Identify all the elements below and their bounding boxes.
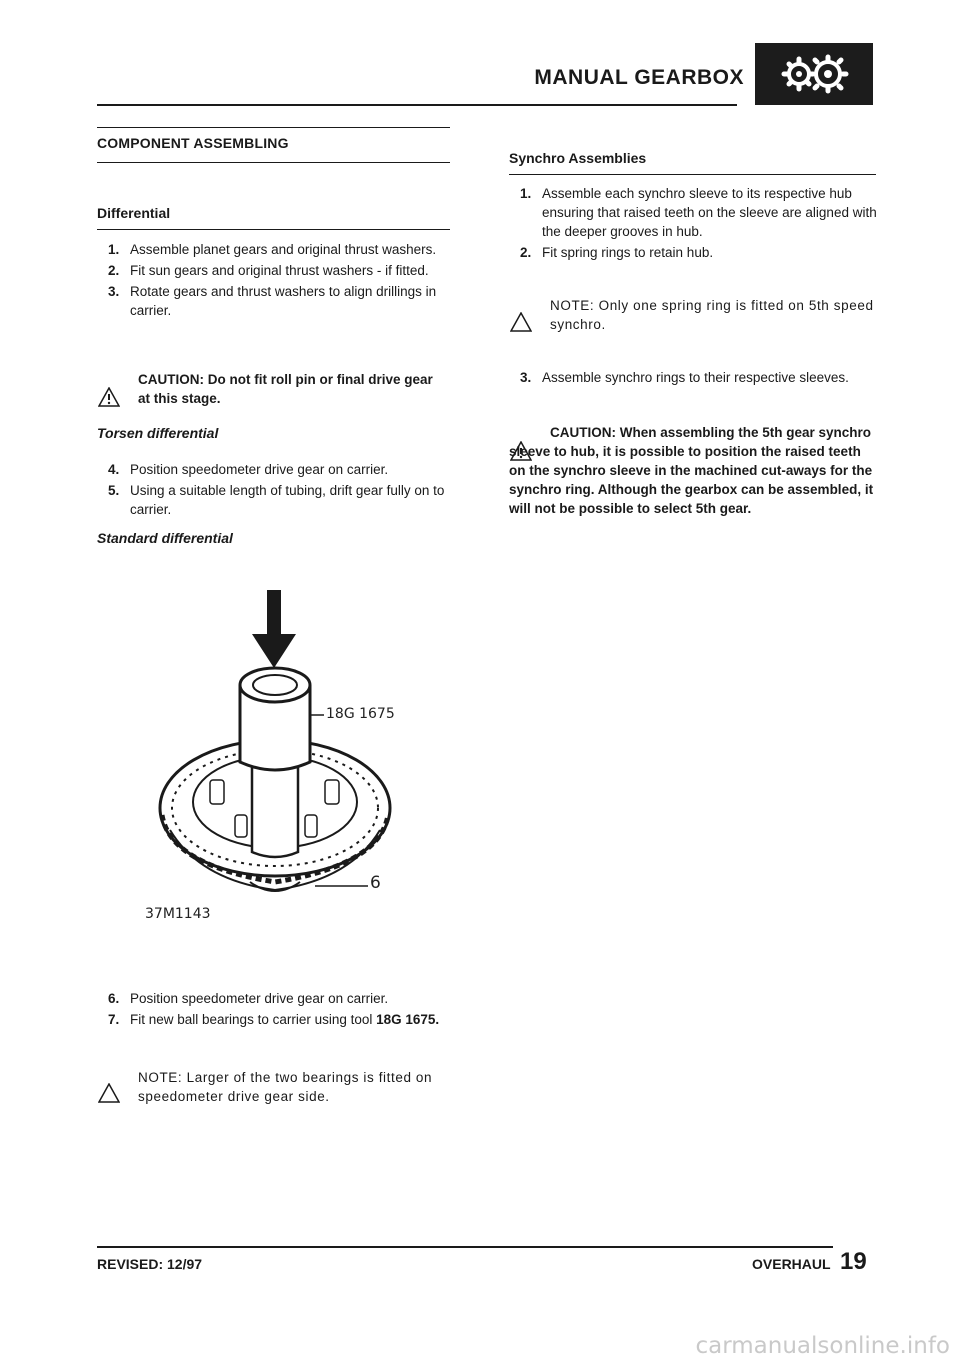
- list-item: [520, 184, 880, 241]
- synchro-heading-rule: [509, 174, 876, 175]
- list-item: [108, 1010, 453, 1029]
- list-item: [108, 481, 453, 519]
- step-text: Fit spring rings to retain hub.: [542, 245, 714, 260]
- footer-section-label: OVERHAUL: [752, 1256, 831, 1272]
- down-arrow-icon: [252, 590, 296, 668]
- step-number: 3.: [108, 284, 120, 299]
- step-number: 1.: [520, 186, 532, 201]
- list-item: [108, 282, 453, 320]
- differential-heading-rule: [97, 229, 450, 230]
- item-callout-label: 6: [370, 873, 381, 893]
- watermark: carmanualsonline.info: [695, 1333, 950, 1359]
- note-icon: [98, 1083, 120, 1103]
- note-icon: [510, 312, 532, 332]
- step-number: 5.: [108, 483, 120, 498]
- note-text: NOTE: Larger of the two bearings is fitted on speedometer drive gear side.: [138, 1070, 433, 1104]
- caution-text: CAUTION: When assembling the 5th gear synchro sleeve to hub, it is possible to position the raised teeth on the synchro sleeve in the machined cut-aways for the synchro ring. Although the gearbox can be assembled, it will not be possible to select 5th gear.: [509, 425, 874, 516]
- step-number: 2.: [520, 245, 532, 260]
- step-text: Fit sun gears and original thrust washers - if fitted.: [130, 263, 429, 278]
- list-item: [108, 261, 453, 280]
- footer-rule: [97, 1246, 833, 1248]
- section-title-rule-bottom: [97, 162, 450, 163]
- page-number: 19: [840, 1248, 867, 1275]
- step-text: Assemble each synchro sleeve to its respective hub ensuring that raised teeth on the sleeve are aligned with the deeper grooves in hub.: [542, 186, 877, 239]
- header-rule: [97, 104, 737, 106]
- differential-gear-illustration: [140, 590, 440, 940]
- tool-reference: 18G 1675.: [376, 1012, 440, 1027]
- standard-steps: [108, 989, 453, 1031]
- figure-code: 37M1143: [145, 906, 211, 922]
- step-text: Assemble planet gears and original thrust washers.: [130, 242, 437, 257]
- step-text: Assemble synchro rings to their respective sleeves.: [542, 370, 849, 385]
- caution-icon: [98, 387, 120, 407]
- gearbox-gears-icon: [755, 43, 873, 105]
- note-text: NOTE: Only one spring ring is fitted on 5th speed synchro.: [550, 298, 874, 332]
- step-text: Rotate gears and thrust washers to align drillings in carrier.: [130, 284, 437, 318]
- caution-text: CAUTION: Do not fit roll pin or final drive gear at this stage.: [138, 372, 433, 406]
- list-item: [108, 460, 453, 479]
- list-item: [520, 243, 880, 262]
- page-header-title: MANUAL GEARBOX: [534, 66, 744, 89]
- torsen-steps: [108, 460, 453, 521]
- step-number: 1.: [108, 242, 120, 257]
- synchro-heading: Synchro Assemblies: [509, 150, 647, 166]
- revision-date: REVISED: 12/97: [97, 1256, 203, 1272]
- differential-steps: [108, 240, 453, 322]
- standard-heading: Standard differential: [97, 530, 233, 546]
- differential-figure: [140, 590, 440, 940]
- list-item: [108, 240, 453, 259]
- step-text: Position speedometer drive gear on carrier.: [130, 462, 389, 477]
- step-number: 7.: [108, 1012, 120, 1027]
- section-title-rule-top: [97, 127, 450, 128]
- step-number: 2.: [108, 263, 120, 278]
- torsen-heading: Torsen differential: [97, 425, 219, 441]
- step-number: 4.: [108, 462, 120, 477]
- step-text: Fit new ball bearings to carrier using tool: [130, 1012, 377, 1027]
- step-text: Using a suitable length of tubing, drift gear fully on to carrier.: [130, 483, 445, 517]
- step-number: 3.: [520, 370, 532, 385]
- differential-heading: Differential: [97, 205, 171, 221]
- tool-callout-label: 18G 1675: [326, 706, 395, 722]
- step-text: Position speedometer drive gear on carrier.: [130, 991, 389, 1006]
- section-title: COMPONENT ASSEMBLING: [97, 135, 289, 151]
- step-number: 6.: [108, 991, 120, 1006]
- synchro-steps: [520, 184, 880, 264]
- list-item: [520, 368, 880, 387]
- list-item: [108, 989, 453, 1008]
- synchro-steps-continued: [520, 368, 880, 389]
